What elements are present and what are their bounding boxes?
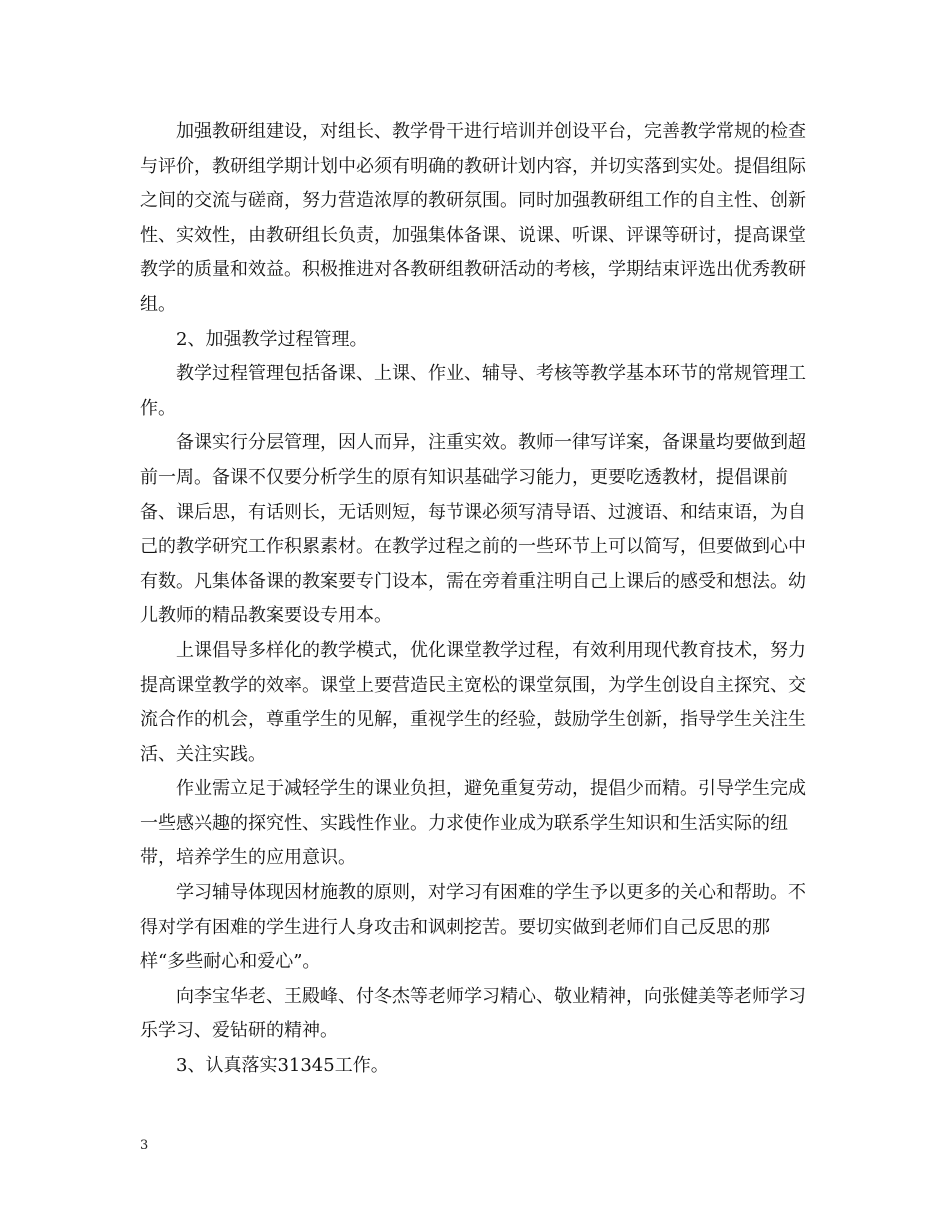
paragraph-tutoring: 学习辅导体现因材施教的原则，对学习有困难的学生予以更多的关心和帮助。不得对学有困难的学生进行人身攻击和讽刺挖苦。要切实做到老师们自己反思的那样“多些耐心和爱心”。 — [140, 882, 806, 973]
paragraph-research-group: 加强教研组建设，对组长、教学骨干进行培训并创设平台，完善教学常规的检查与评价，教研组学期计划中必须有明确的教研计划内容，并切实落到实处。提倡组际之间的交流与磋商，努力营造浓厚的教研氛围。同时加强教研组工作的自主性、创新性、实效性，由教研组长负责，加强集体备课、说课、听课、评课等研讨，提高课堂教学的质量和效益。积极推进对各教研组教研活动的考核，学期结束评选出优秀教研组。 — [140, 121, 806, 315]
paragraph-process-management: 教学过程管理包括备课、上课、作业、辅导、考核等教学基本环节的常规管理工作。 — [140, 363, 806, 419]
page-number: 3 — [140, 1138, 149, 1153]
heading-teaching-process: 2、加强教学过程管理。 — [176, 328, 368, 350]
paragraph-classroom: 上课倡导多样化的教学模式，优化课堂教学过程，有效利用现代教育技术，努力提高课堂教学的效率。课堂上要营造民主宽松的课堂氛围，为学生创设自主探究、交流合作的机会，尊重学生的见解，重视学生的经验，鼓励学生创新，指导学生关注生活、关注实践。 — [140, 639, 806, 765]
paragraph-homework: 作业需立足于减轻学生的课业负担，避免重复劳动，提倡少而精。引导学生完成一些感兴趣的探究性、实践性作业。力求使作业成为联系学生知识和生活实际的纽带，培养学生的应用意识。 — [140, 778, 806, 869]
paragraph-lesson-prep: 备课实行分层管理，因人而异，注重实效。教师一律写详案，备课量均要做到超前一周。备课不仅要分析学生的原有知识基础学习能力，更要吃透教材，提倡课前备、课后思，有话则长，无话则短，每节课必须写清导语、过渡语、和结束语，为自己的教学研究工作积累素材。在教学过程之前的一些环节上可以简写，但要做到心中有数。凡集体备课的教案要专门设本，需在旁着重注明自己上课后的感受和想法。幼儿教师的精品教案要设专用本。 — [140, 432, 806, 627]
paragraph-role-models: 向李宝华老、王殿峰、付冬杰等老师学习精心、敬业精神，向张健美等老师学习乐学习、爱钻研的精神。 — [140, 985, 806, 1042]
document-body — [140, 115, 815, 1084]
heading-31345-work: 3、认真落实31345工作。 — [176, 1055, 389, 1077]
